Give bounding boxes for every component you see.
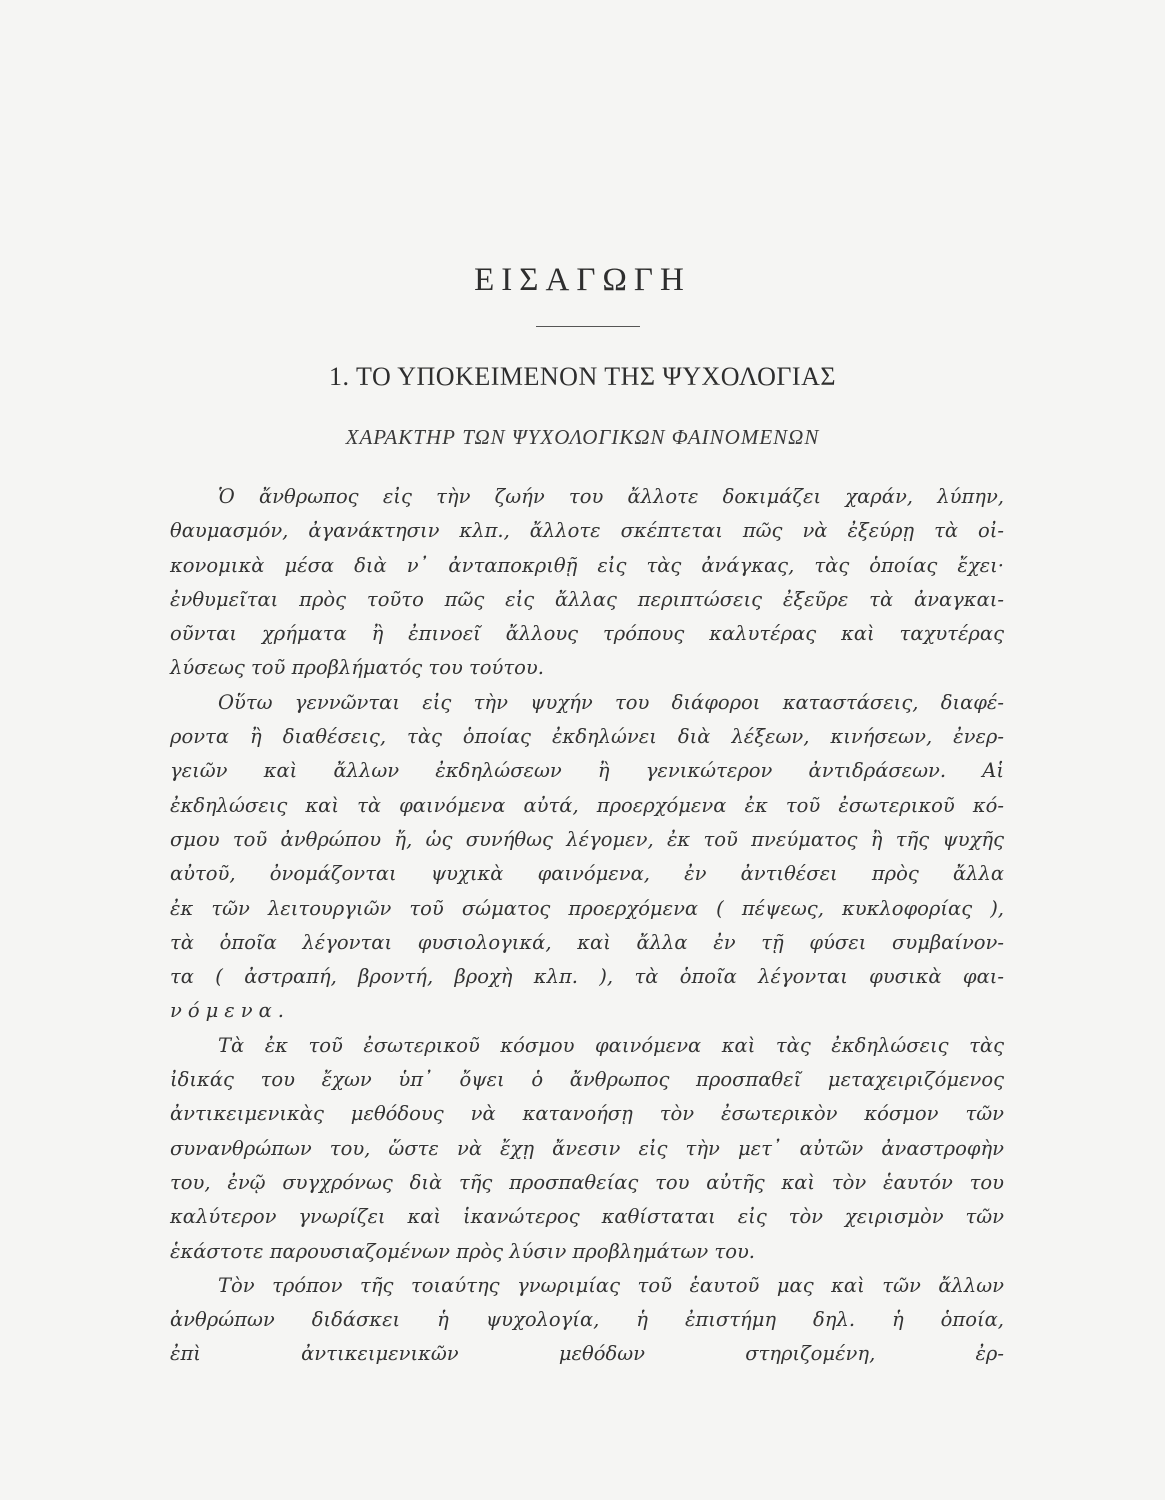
section-subheading: ΧΑΡΑΚΤΗΡ ΤΩΝ ΨΥΧΟΛΟΓΙΚΩΝ ΦΑΙΝΟΜΕΝΩΝ: [345, 425, 820, 449]
text-line: νόμενα.: [170, 999, 290, 1023]
chapter-heading: 1. ΤΟ ΥΠΟΚΕΙΜΕΝΟΝ ΤΗΣ ΨΥΧΟΛΟΓΙΑΣ: [329, 362, 836, 391]
text-line: συνανθρώπων του, ὥστε νὰ ἔχῃ ἄνεσιν εἰς τὴν μετ᾿ αὐτῶν ἀναστροφὴν: [170, 1136, 1004, 1160]
text-line: αὐτοῦ, ὀνομάζονται ψυχικὰ φαινόμενα, ἐν ἀντιθέσει πρὸς ἄλλα: [170, 862, 1004, 886]
text-line: Ὁ ἄνθρωπος εἰς τὴν ζωήν του ἄλλοτε δοκιμάζει χαράν, λύπην,: [218, 485, 1004, 508]
page-title: ΕΙΣΑΓΩΓΗ: [474, 262, 691, 298]
text-line: ἐκ τῶν λειτουργιῶν τοῦ σώματος προερχόμενα ( πέψεως, κυκλοφορίας ),: [170, 896, 1004, 920]
text-line: Τὸν τρόπον τῆς τοιαύτης γνωριμίας τοῦ ἑαυτοῦ μας καὶ τῶν ἄλλων: [218, 1273, 1004, 1297]
text-line: ἀνθρώπων διδάσκει ἡ ψυχολογία, ἡ ἐπιστήμη δηλ. ἡ ὁποία,: [170, 1308, 1004, 1332]
text-line: καλύτερον γνωρίζει καὶ ἱκανώτερος καθίσταται εἰς τὸν χειρισμὸν τῶν: [170, 1205, 1004, 1229]
text-line: οῦνται χρήματα ἢ ἐπινοεῖ ἄλλους τρόπους καλυτέρας καὶ ταχυτέρας: [170, 622, 1004, 646]
text-line: κονομικὰ μέσα διὰ ν᾿ ἀνταποκριθῇ εἰς τὰς ἀνάγκας, τὰς ὁποίας ἔχει·: [170, 553, 1004, 577]
text-line: ἐνθυμεῖται πρὸς τοῦτο πῶς εἰς ἄλλας περιπτώσεις ἐξεῦρε τὰ ἀναγκαι-: [170, 587, 1004, 611]
text-line: του, ἐνῷ συγχρόνως διὰ τῆς προσπαθείας του αὐτῆς καὶ τὸν ἑαυτόν του: [170, 1170, 1004, 1194]
text-line: θαυμασμόν, ἀγανάκτησιν κλπ., ἄλλοτε σκέπτεται πῶς νὰ ἐξεύρῃ τὰ οἰ-: [170, 519, 1004, 543]
text-line: λύσεως τοῦ προβλήματός του τούτου.: [170, 656, 544, 680]
text-line: ἑκάστοτε παρουσιαζομένων πρὸς λύσιν προβλημάτων του.: [170, 1239, 755, 1263]
text-line: τα ( ἀστραπή, βροντή, βροχὴ κλπ. ), τὰ ὁποῖα λέγονται φυσικὰ φαι-: [170, 965, 1004, 989]
text-line: ἐπὶ ἀντικειμενικῶν μεθόδων στηριζομένη, ἐρ-: [170, 1342, 1004, 1366]
text-line: ἰδικάς του ἔχων ὑπ᾿ ὄψει ὁ ἄνθρωπος προσπαθεῖ μεταχειριζόμενος: [170, 1068, 1004, 1092]
text-line: σμου τοῦ ἀνθρώπου ἤ, ὡς συνήθως λέγομεν, ἐκ τοῦ πνεύματος ἢ τῆς ψυχῆς: [170, 827, 1004, 851]
text-line: γειῶν καὶ ἄλλων ἐκδηλώσεων ἢ γενικώτερον ἀντιδράσεων. Αἱ: [170, 759, 1004, 783]
text-line: Οὕτω γεννῶνται εἰς τὴν ψυχήν του διάφοροι καταστάσεις, διαφέ-: [218, 690, 1004, 714]
text-line: Τὰ ἐκ τοῦ ἐσωτερικοῦ κόσμου φαινόμενα καὶ τὰς ἐκδηλώσεις τὰς: [218, 1033, 1004, 1057]
text-line: ροντα ἢ διαθέσεις, τὰς ὁποίας ἐκδηλώνει διὰ λέξεων, κινήσεων, ἐνερ-: [170, 725, 1004, 749]
text-line: τὰ ὁποῖα λέγονται φυσιολογικά, καὶ ἄλλα ἐν τῇ φύσει συμβαίνον-: [170, 930, 1004, 954]
text-line: ἀντικειμενικὰς μεθόδους νὰ κατανοήσῃ τὸν ἐσωτερικὸν κόσμον τῶν: [170, 1102, 1004, 1126]
title-divider: [536, 326, 640, 327]
text-line: ἐκδηλώσεις καὶ τὰ φαινόμενα αὐτά, προερχόμενα ἐκ τοῦ ἐσωτερικοῦ κό-: [170, 793, 1004, 817]
body-text: [170, 480, 1004, 1372]
